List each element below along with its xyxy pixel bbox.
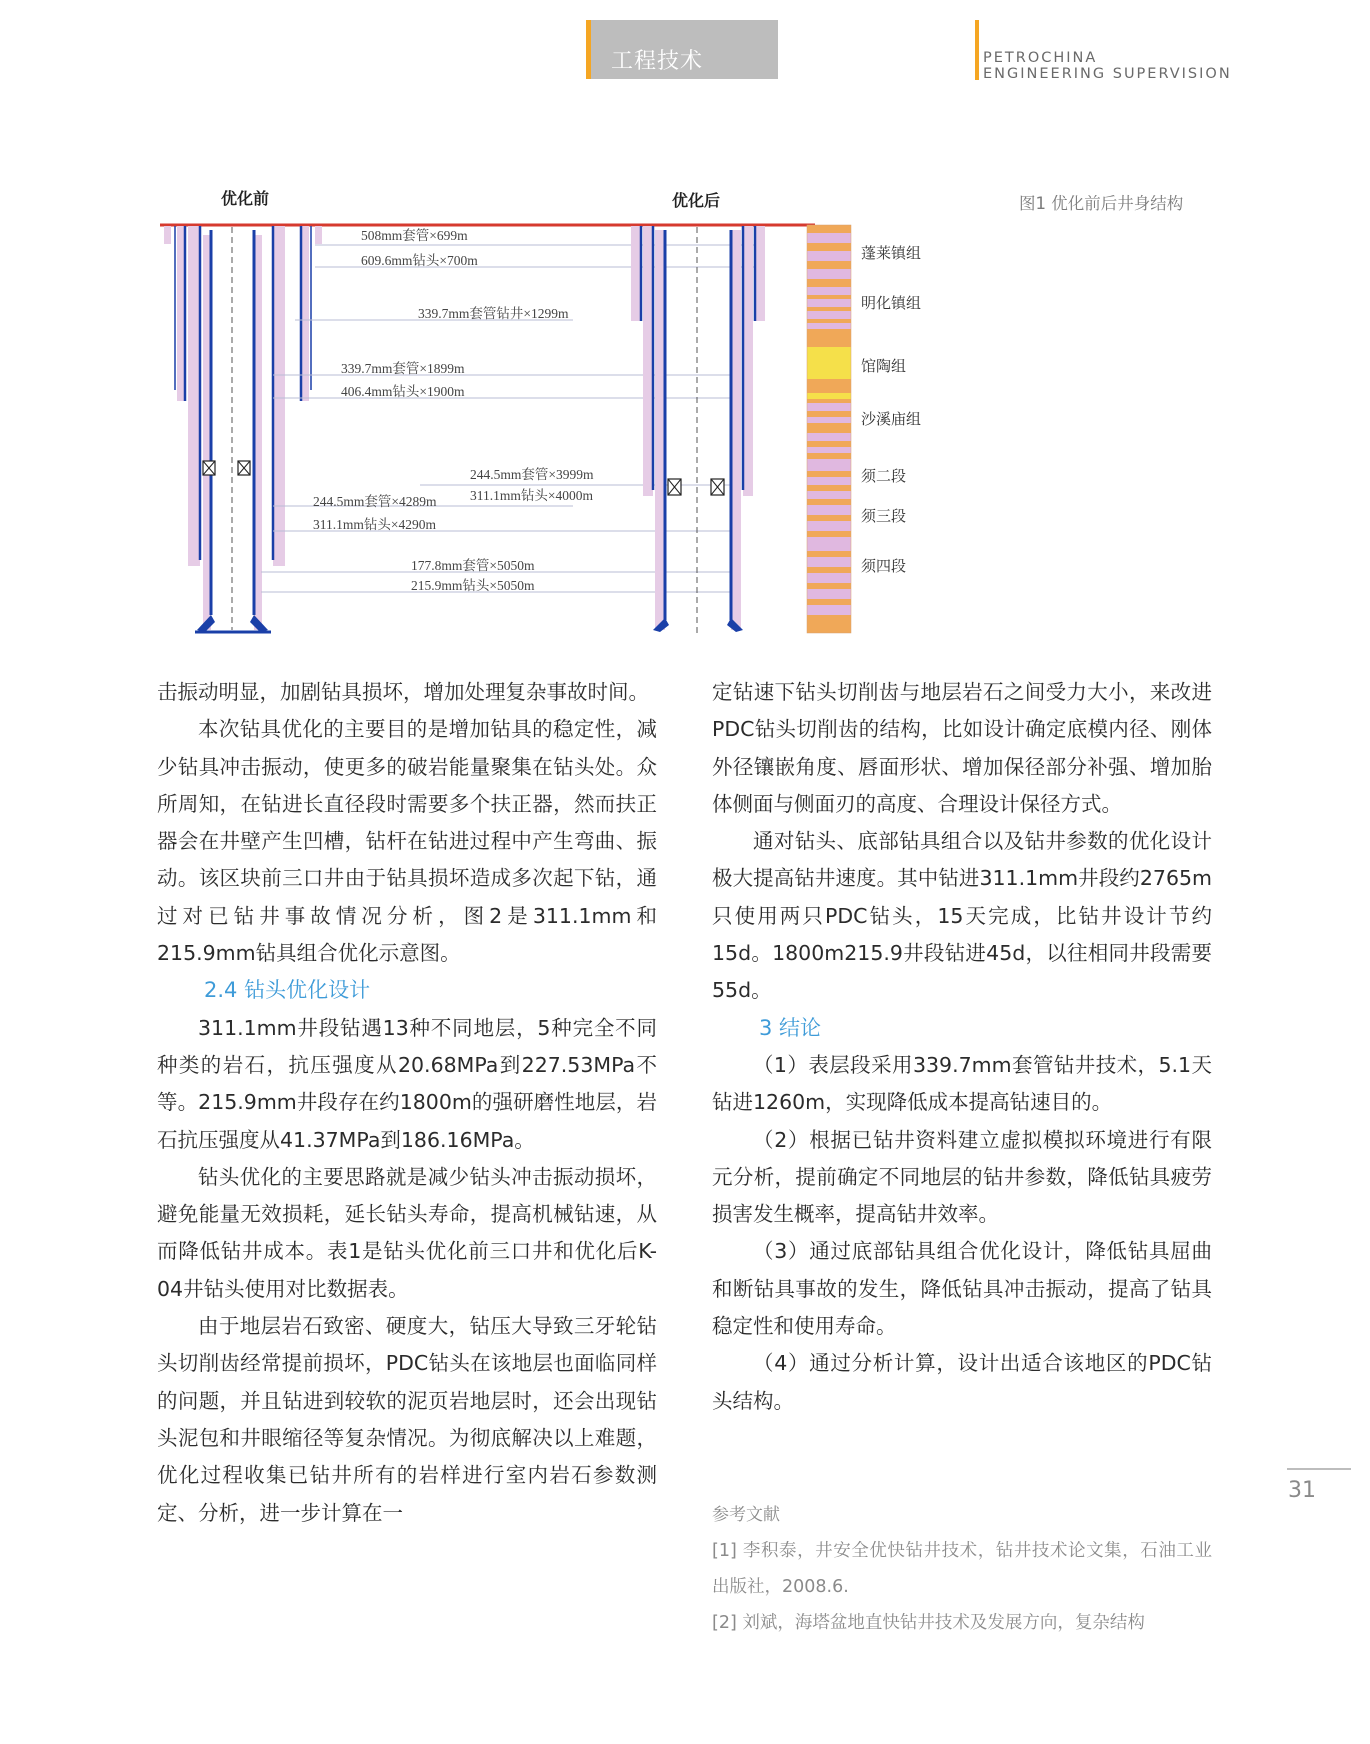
annotation-215-bit: 215.9mm钻头×5050m [411,578,535,593]
paragraph: 击振动明显，加剧钻具损坏，增加处理复杂事故时间。 [157,680,649,704]
brand-line-1: PETROCHINA [983,50,1098,66]
section-heading-bit-optimization: 2.4 钻头优化设计 [204,978,371,1003]
references-list [712,1533,1212,1641]
paragraph: （4）通过分析计算，设计出适合该地区的PDC钻头结构。 [712,1351,1212,1413]
paragraph: 钻头优化的主要思路就是减少钻头冲击振动损坏，避免能量无效损耗，延长钻头寿命，提高机械钻速，从而降低钻井成本。表1是钻头优化前三口井和优化后K-04井钻头使用对比数据表。 [157,1164,657,1301]
annotation-406-bit: 406.4mm钻头×1900m [341,384,465,399]
annotation-339-casing: 339.7mm套管×1899m [341,361,465,376]
paragraph: （1）表层段采用339.7mm套管钻井技术，5.1天钻进1260m，实现降低成本提高钻速目的。 [712,1052,1212,1115]
annotation-177-casing: 177.8mm套管×5050m [411,558,535,573]
page-number: 31 [1288,1478,1316,1503]
stratum-xu4: 须四段 [861,559,907,575]
stratum-xu3: 须三段 [861,509,907,525]
annotation-311-bit-after: 311.1mm钻头×4000m [470,488,593,503]
strata-column [807,225,851,633]
stratum-xu2: 须二段 [861,469,907,485]
paragraph: 311.1mm井段钻遇13种不同地层，5种完全不同种类的岩石，抗压强度从20.68MPa到227.53MPa不等。215.9mm井段存在约1800m的强研磨性地层，岩石抗压强度从41.37MPa到186.16MPa。 [157,1015,657,1152]
annotation-508-casing: 508mm套管×699m [361,228,468,243]
annotation-609-bit: 609.6mm钻头×700m [361,253,478,268]
references-title: 参考文献 [712,1505,780,1525]
annotation-311-bit-before: 311.1mm钻头×4290m [313,517,436,532]
left-column [157,674,657,1532]
reference-item: [1] 李积泰，井安全优快钻井技术，钻井技术论文集，石油工业出版社，2008.6. [712,1541,1212,1597]
paragraph: （3）通过底部钻具组合优化设计，降低钻具屈曲和断钻具事故的发生，降低钻具冲击振动，提高了钻具稳定性和使用寿命。 [712,1239,1212,1339]
annotation-244-casing-after: 244.5mm套管×3999m [470,467,594,482]
stratum-penglaizhen: 蓬莱镇组 [861,246,922,262]
well-before [164,226,322,632]
paragraph: （2）根据已钻井资料建立虚拟模拟环境进行有限元分析，提前确定不同地层的钻井参数，降低钻具疲劳损害发生概率，提高钻井效率。 [712,1127,1212,1227]
paragraph: 本次钻具优化的主要目的是增加钻具的稳定性，减少钻具冲击振动，使更多的破岩能量聚集在钻头处。众所周知，在钻进长直径段时需要多个扶正器，然而扶正器会在井壁产生凹槽，钻杆在钻进过程中产生弯曲、振动。该区块前三口井由于钻具损坏造成多次起下钻，通过对已钻井事故情况分析，图2是311.1mm和215.9mm钻具组合优化示意图。 [157,717,657,966]
figure-label-after: 优化后 [672,191,721,210]
annotation-244-casing-before: 244.5mm套管×4289m [313,494,437,509]
section-tab-label: 工程技术 [611,49,704,74]
section-tab [586,20,778,79]
page-number-rule [1287,1468,1351,1470]
stratum-guantao: 馆陶组 [861,359,907,375]
brand-line-2: ENGINEERING SUPERVISION [983,66,1232,82]
journal-brand [975,20,1232,80]
paragraph: 由于地层岩石致密、硬度大，钻压大导致三牙轮钻头切削齿经常提前损坏，PDC钻头在该地层也面临同样的问题，并且钻进到较软的泥页岩地层时，还会出现钻头泥包和井眼缩径等复杂情况。为彻底解决以上难题，优化过程收集已钻井所有的岩样进行室内岩石参数测定、分析，进一步计算在一 [157,1314,657,1525]
annotation-339-casing-drilling: 339.7mm套管钻井×1299m [418,306,569,321]
figure-label-before: 优化前 [221,189,270,208]
well-structure-figure [155,215,945,640]
reference-item: [2] 刘斌，海塔盆地直快钻井技术及发展方向，复杂结构 [712,1613,1145,1633]
section-heading-conclusion: 3 结论 [759,1015,822,1040]
paragraph: 通对钻头、底部钻具组合以及钻井参数的优化设计极大提高钻井速度。其中钻进311.1mm井段约2765m只使用两只PDC钻头，15天完成，比钻井设计节约15d。1800m215.9井段钻进45d，以往相同井段需要55d。 [712,829,1212,1003]
right-column [712,674,1212,1420]
stratum-minghuazhen: 明化镇组 [861,296,922,312]
paragraph: 定钻速下钻头切削齿与地层岩石之间受力大小，来改进PDC钻头切削齿的结构，比如设计确定底模内径、刚体外径镶嵌角度、唇面形状、增加保径部分补强、增加胎体侧面与侧面刃的高度、合理设计保径方式。 [712,680,1212,816]
figure-caption: 图1 优化前后井身结构 [1019,194,1184,213]
stratum-shaximiao: 沙溪庙组 [861,412,922,428]
